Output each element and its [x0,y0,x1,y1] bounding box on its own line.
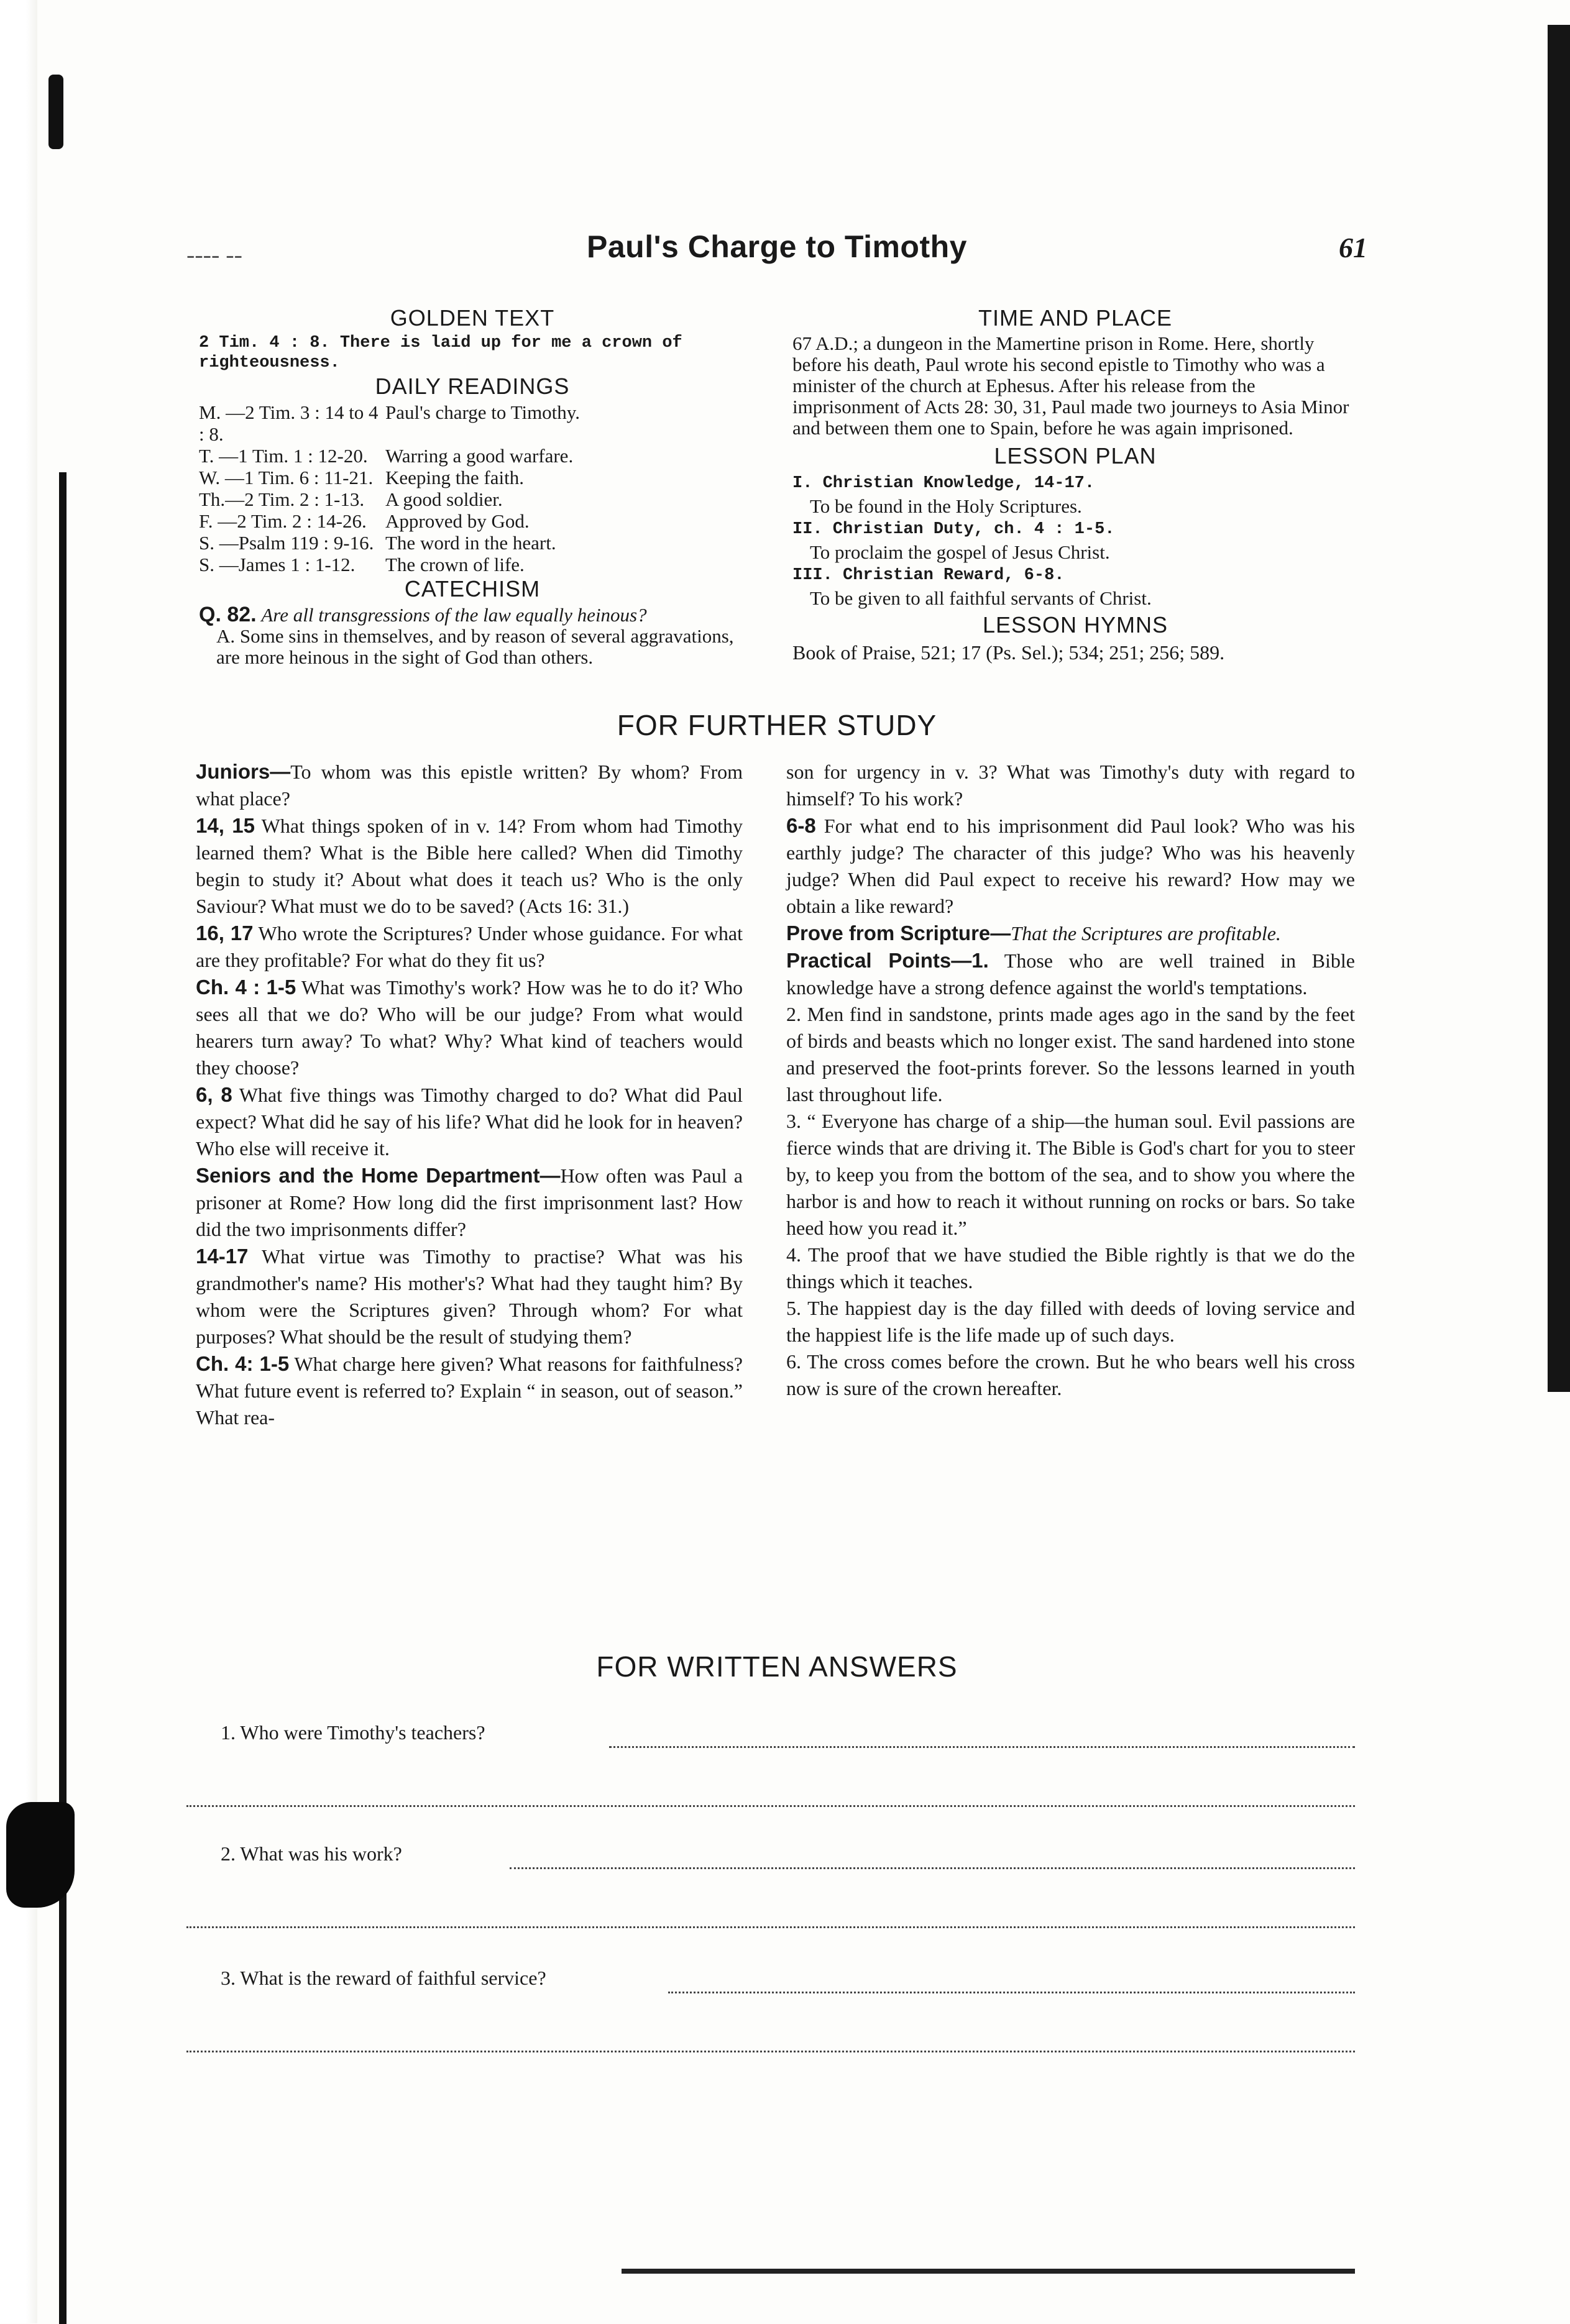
lesson-plan-item [792,471,1358,517]
lesson-plan-desc: To be found in the Holy Scriptures. [810,495,1082,517]
study-paragraph [786,1242,1355,1295]
scan-margin [0,0,37,2323]
golden-text: 2 Tim. 4 : 8. There is laid up for me a crown of righteousness. [199,334,682,372]
study-text: What virtue was Timothy to practise? What was his grandmother's name? His mother's? What had they taught him? By whom were the Scriptures given? Through whom? For what purposes? What should be the result of studying them? [196,1245,743,1348]
golden-text-heading: GOLDEN TEXT [390,305,555,331]
study-paragraph [196,1350,743,1431]
page-number: 61 [1339,232,1367,263]
catechism-q-text: Are all transgressions of the law equally heinous? [261,604,647,626]
study-text: To whom was this epistle written? By whom? From what place? [196,761,743,810]
study-label: Juniors— [196,760,291,783]
reading-row [199,401,746,445]
study-text: Those who are well trained in Bible knowledge have a strong defence against the world's temptations. [786,949,1355,999]
reading-ref: Th.—2 Tim. 2 : 1-13. [199,488,365,510]
study-text: What charge here given? What reasons for faithfulness? What future event is referred to? Explain “ in season, out of season.” What rea- [196,1353,743,1429]
answer-line[interactable] [609,1746,1355,1748]
scan-mark [48,75,63,149]
scan-edge [1548,25,1570,1392]
reading-ref: S. —Psalm 119 : 9-16. [199,532,374,554]
study-label: Ch. 4: 1-5 [196,1352,290,1375]
study-text: That the Scriptures are profitable. [1011,922,1281,945]
answer-line[interactable] [186,1926,1355,1928]
study-label: 16, 17 [196,922,254,945]
study-paragraph [196,920,743,974]
study-paragraph [196,812,743,920]
lesson-hymns-heading: LESSON HYMNS [982,612,1168,638]
lesson-plan-item [792,517,1358,563]
reading-row [199,532,746,554]
further-study-right [786,758,1355,1402]
reading-text: A good soldier. [385,488,503,510]
study-text: 2. Men find in sandstone, prints made ages ago in the sand by the feet of birds and beasts which no longer exist. The sand hardened into stone and preserved the foot-prints forever. So the lessons learned in youth last throughout life. [786,1003,1355,1105]
study-text: For what end to his imprisonment did Paul look? Who was his earthly judge? The character of this judge? Who was his heavenly judge? When did Paul expect to receive his reward? How may we obtain a like reward? [786,815,1355,917]
time-place-text: 67 A.D.; a dungeon in the Mamertine prison in Rome. Here, shortly before his death, Paul wrote his second epistle to Timothy who was a minister of the church at Ephesus. After his release from the imprisonment of Acts 28: 30, 31, Paul made two journeys to Asia Minor and between them one to Spain, before he was again imprisoned. [792,332,1349,439]
study-paragraph [786,1108,1355,1242]
daily-readings-heading: DAILY READINGS [375,373,570,399]
study-label: Prove from Scripture— [786,922,1011,945]
study-paragraph [196,974,743,1081]
study-paragraph [196,1243,743,1350]
catechism-heading: CATECHISM [404,576,541,602]
study-paragraph [786,1348,1355,1402]
study-text: 5. The happiest day is the day filled with deeds of loving service and the happiest life is the life made up of such days. [786,1297,1355,1346]
reading-ref: W. —1 Tim. 6 : 11-21. [199,467,374,488]
answer-line[interactable] [186,1805,1355,1807]
study-text: 3. “ Everyone has charge of a ship—the human soul. Evil passions are fierce winds that are driving it. The Bible is God's chart for you to steer by, to keep you from the bottom of the sea, and to show you where the harbor is and how to reach it without running on rocks or bars. So take heed how you read it.” [786,1110,1355,1239]
catechism-answer: A. Some sins in themselves, and by reason of several aggravations, are more heinous in the sight of God than others. [216,625,734,668]
further-study-heading: FOR FURTHER STUDY [617,709,937,741]
study-paragraph [786,758,1355,812]
reading-text: The crown of life. [385,554,525,575]
lesson-plan-item [792,563,1358,609]
study-text: What five things was Timothy charged to do? What did Paul expect? What did he say of his life? What did he look for in heaven? Who else will receive it. [196,1084,743,1160]
header-dash: ---- -- [186,240,242,268]
study-text: How often was Paul a prisoner at Rome? How long did the first imprisonment last? How did the two imprisonments differ? [196,1164,743,1240]
study-text: son for urgency in v. 3? What was Timothy's duty with regard to himself? To his work? [786,761,1355,810]
page-header [186,229,1367,278]
reading-row [199,488,746,510]
reading-row [199,467,746,488]
answer-line[interactable] [510,1867,1355,1869]
page-title: Paul's Charge to Timothy [587,229,967,264]
study-text: 6. The cross comes before the crown. But he who bears well his cross now is sure of the crown hereafter. [786,1350,1355,1399]
study-paragraph [196,1162,743,1243]
study-label: 6, 8 [196,1083,232,1106]
daily-readings-list [199,401,746,575]
lesson-hymns-text: Book of Praise, 521; 17 (Ps. Sel.); 534; 251; 256; 589. [792,641,1225,664]
study-label: Ch. 4 : 1-5 [196,976,296,999]
study-paragraph [196,1081,743,1162]
answer-line[interactable] [668,1992,1355,1993]
study-label: 14-17 [196,1245,249,1268]
written-question-3: 3. What is the reward of faithful service? [221,1967,546,1989]
reading-row [199,445,746,467]
study-label: Practical Points—1. [786,949,989,972]
study-label: Seniors and the Home Department— [196,1164,561,1187]
study-text: What was Timothy's work? How was he to do it? Who sees all that we do? Who will be our judge? From what would hearers turn away? To what? Why? What kind of teachers would they choose? [196,976,743,1079]
study-paragraph [196,758,743,812]
study-paragraph [786,1001,1355,1108]
lesson-plan-desc: To proclaim the gospel of Jesus Christ. [810,541,1110,563]
left-top-column [199,304,746,668]
reading-text: Warring a good warfare. [385,445,574,467]
study-text: What things spoken of in v. 14? From whom had Timothy learned them? What is the Bible here called? When did Timothy begin to study it? About what does it teach us? Who is the only Saviour? What must we do to be saved? (Acts 16: 31.) [196,815,743,917]
lesson-plan-desc: To be given to all faithful servants of Christ. [810,587,1152,609]
reading-ref: S. —James 1 : 1-12. [199,554,356,575]
study-paragraph [786,947,1355,1001]
scan-ink-blot [6,1802,75,1908]
study-text: 4. The proof that we have studied the Bible rightly is that we do the things which it teaches. [786,1243,1355,1292]
scan-bottom-rule [622,2269,1355,2274]
catechism-q-label: Q. 82. [199,603,257,626]
study-paragraph [786,812,1355,920]
reading-ref: M. —2 Tim. 3 : 14 to 4 : 8. [199,401,379,445]
study-paragraph [786,1295,1355,1348]
lesson-plan-label: II. Christian Duty, ch. 4 : 1-5. [792,520,1115,539]
reading-text: Approved by God. [385,510,530,532]
scan-binding-rule [59,472,67,2324]
study-text: Who wrote the Scriptures? Under whose guidance. For what are they profitable? For what do they fit us? [196,922,743,971]
catechism-question [199,604,746,626]
reading-text: Keeping the faith. [385,467,524,488]
reading-ref: F. —2 Tim. 2 : 14-26. [199,510,367,532]
study-label: 14, 15 [196,814,255,837]
time-place-heading: TIME AND PLACE [978,305,1173,331]
further-study-left [196,758,743,1431]
reading-text: Paul's charge to Timothy. [385,401,581,423]
reading-text: The word in the heart. [385,532,556,554]
lesson-plan-heading: LESSON PLAN [994,443,1157,469]
reading-row [199,554,746,575]
reading-ref: T. —1 Tim. 1 : 12-20. [199,445,368,467]
right-top-column [792,304,1358,665]
lesson-plan-label: I. Christian Knowledge, 14-17. [792,474,1095,493]
written-question-2: 2. What was his work? [221,1842,402,1865]
answer-line[interactable] [186,2051,1355,2052]
reading-row [199,510,746,532]
study-paragraph [786,920,1355,947]
written-answers-heading: FOR WRITTEN ANSWERS [596,1650,958,1683]
written-question-1: 1. Who were Timothy's teachers? [221,1721,485,1744]
lesson-plan-label: III. Christian Reward, 6-8. [792,566,1065,585]
study-label: 6-8 [786,814,816,837]
